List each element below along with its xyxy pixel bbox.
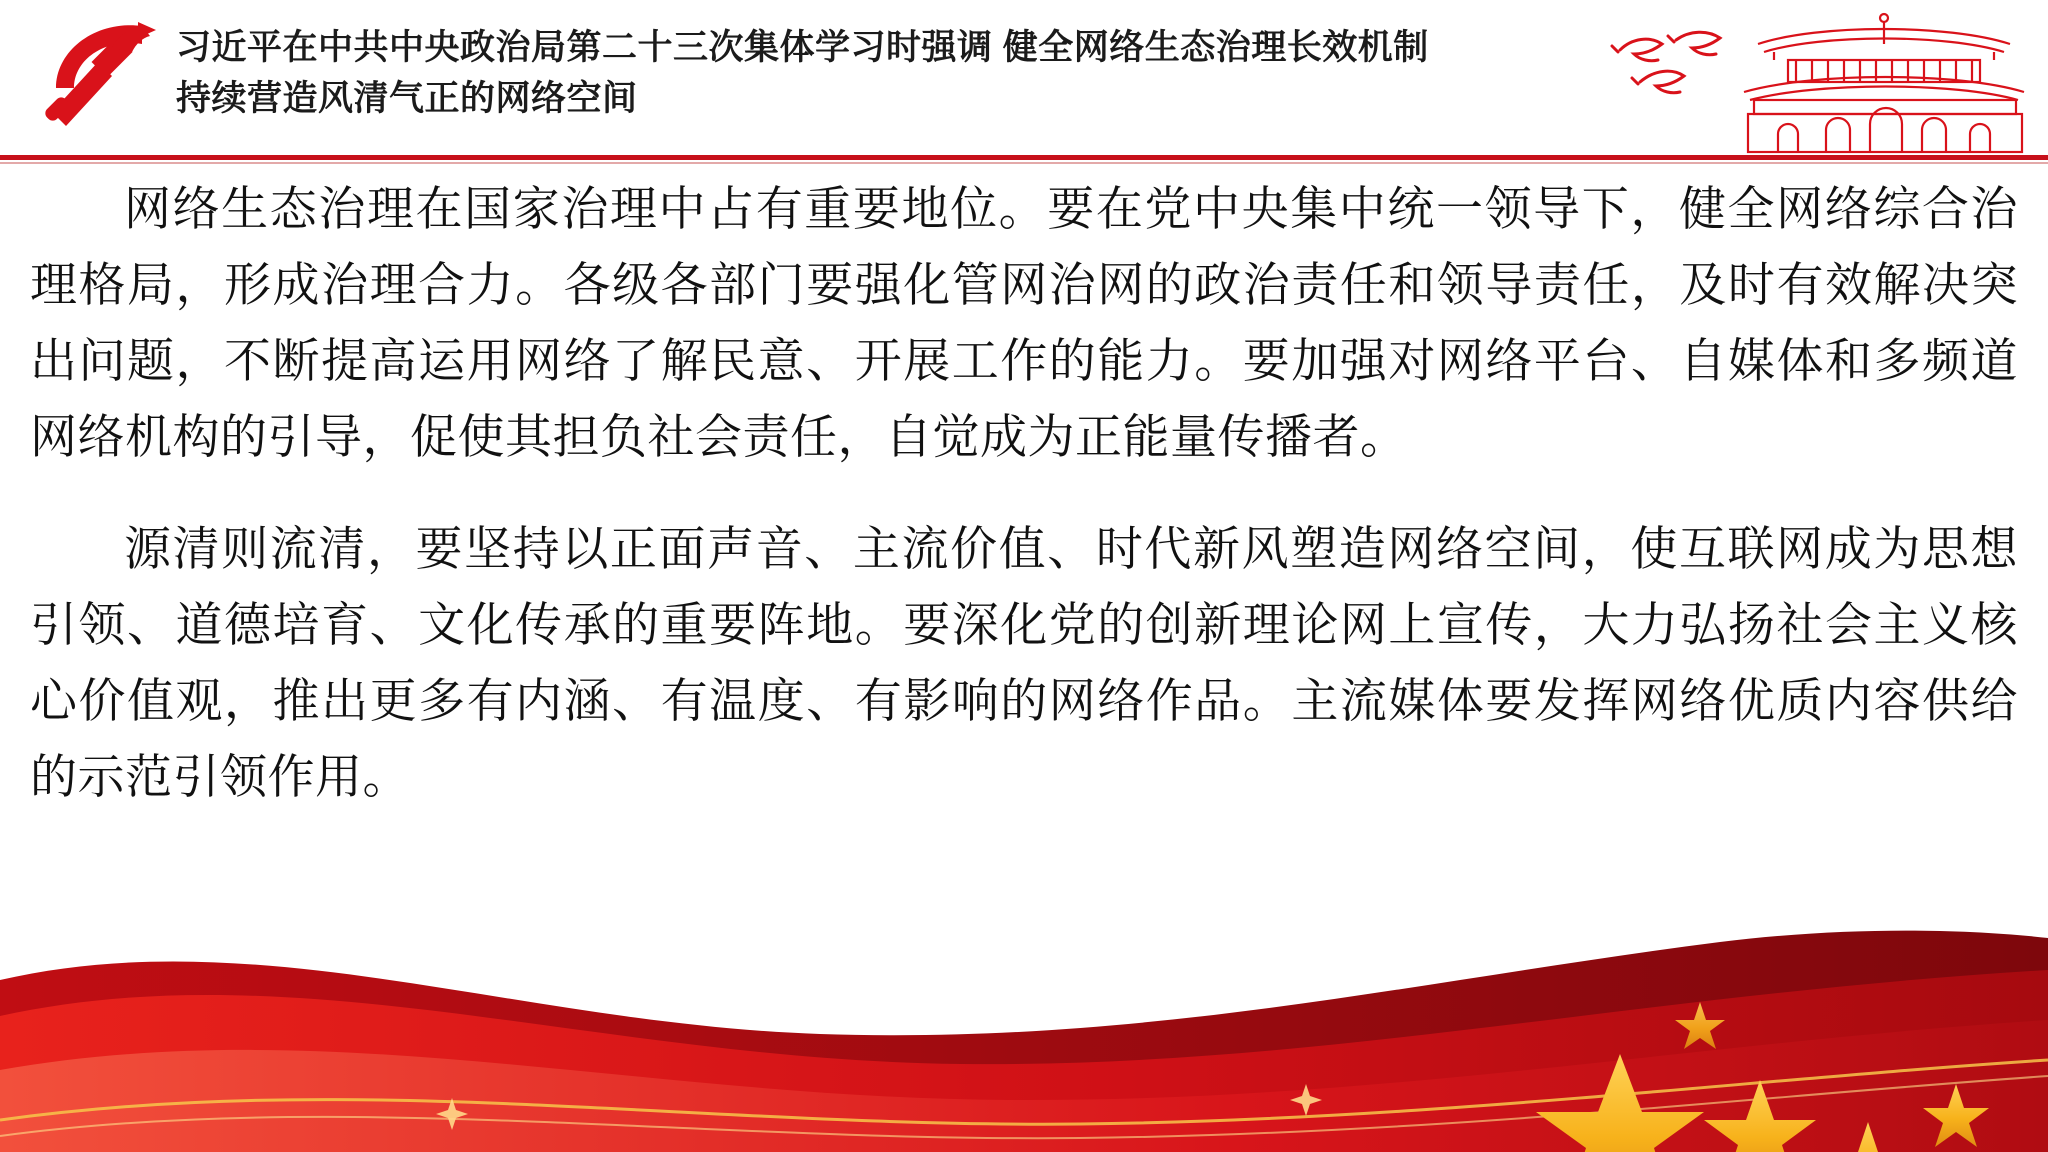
page-title-line2: 持续营造风清气正的网络空间 bbox=[176, 79, 638, 118]
slide-header bbox=[0, 0, 2048, 158]
footer-ribbon-decoration bbox=[0, 884, 2048, 1152]
page-title bbox=[176, 22, 1636, 124]
tiananmen-gate-icon bbox=[1718, 4, 2048, 154]
header-divider bbox=[0, 155, 2048, 160]
party-emblem-icon bbox=[38, 16, 162, 134]
body-paragraph-1: 网络生态治理在国家治理中占有重要地位。要在党中央集中统一领导下，健全网络综合治理格局，形成治理合力。各级各部门要强化管网治网的政治责任和领导责任，及时有效解决突出问题，不断提高运用网络了解民意、开展工作的能力。要加强对网络平台、自媒体和多频道网络机构的引导，促使其担负社会责任，自觉成为正能量传播者。 bbox=[30, 182, 2018, 465]
body-paragraph-2: 源清则流清，要坚持以正面声音、主流价值、时代新风塑造网络空间，使互联网成为思想引领、道德培育、文化传承的重要阵地。要深化党的创新理论网上宣传，大力弘扬社会主义核心价值观，推出更多有内涵、有温度、有影响的网络作品。主流媒体要发挥网络优质内容供给的示范引领作用。 bbox=[30, 522, 2018, 805]
header-divider-secondary bbox=[0, 162, 2048, 164]
page-title-line1: 习近平在中共中央政治局第二十三次集体学习时强调 健全网络生态治理长效机制 bbox=[176, 28, 1429, 67]
document-body bbox=[0, 172, 2048, 902]
